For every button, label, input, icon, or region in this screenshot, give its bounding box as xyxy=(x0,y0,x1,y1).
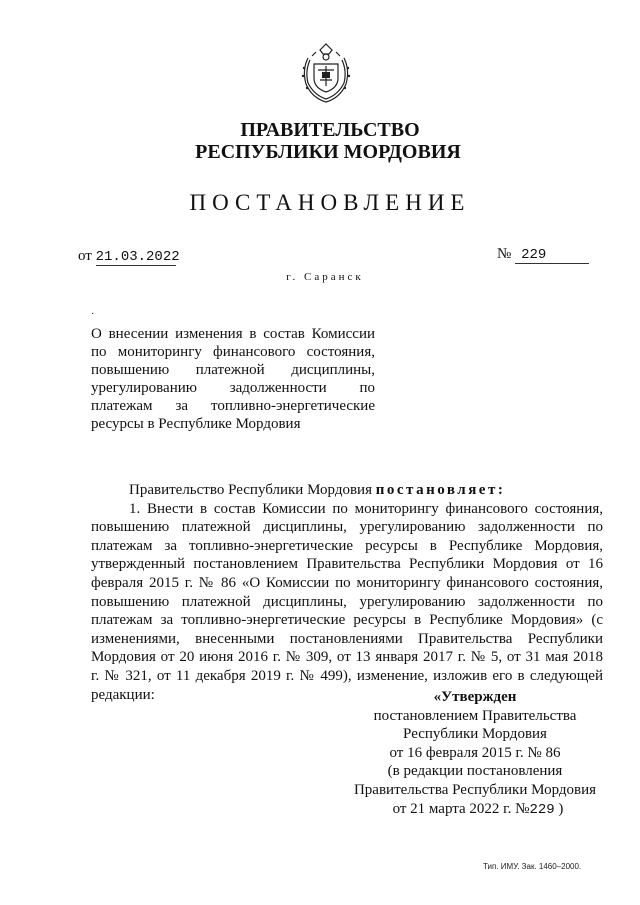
approval-date-prefix: от xyxy=(392,800,407,817)
approval-block xyxy=(340,688,610,819)
approval-suffix: ) xyxy=(558,800,564,817)
body-line: платежам за топливно-энергетические ресурсы в Республике Мордовия, xyxy=(91,537,603,554)
city-label: г. Саранск xyxy=(286,271,364,283)
body-line: повышению платежной дисциплины, урегулированию задолженности по xyxy=(91,519,603,536)
approval-line: постановлением Правительства xyxy=(373,707,577,724)
subject-line: О внесении изменения в состав Комиссии xyxy=(91,326,375,342)
subject-line: платежам за топливно-энергетические xyxy=(91,398,375,414)
approval-line: (в редакции постановления xyxy=(387,763,563,780)
approval-line: Республики Мордовия xyxy=(403,726,547,743)
body-line: февраля 2015 г. № 86 «О Комиссии по мониторингу финансового состояния, xyxy=(91,574,603,591)
print-info: Тип. ИМУ. Зак. 1460–2000. xyxy=(483,862,582,871)
date-value: 21.03.2022 xyxy=(95,249,180,265)
subject-line: по мониторингу финансового состояния, xyxy=(91,344,375,360)
approval-line: Правительства Республики Мордовия xyxy=(353,781,597,798)
document-type-title: ПОСТАНОВЛЕНИЕ xyxy=(189,190,471,215)
document-date xyxy=(78,248,180,266)
intro-subject: Правительство Республики Мордовия xyxy=(129,482,372,498)
approval-number: 229 xyxy=(529,801,555,818)
body-line: платежам за топливно-энергетические ресурсы в Республике Мордовия» (с xyxy=(91,612,603,629)
document-subject xyxy=(91,325,375,433)
document-body xyxy=(91,481,603,704)
body-line: редакции: xyxy=(91,686,155,703)
intro-verb: постановляет: xyxy=(375,482,506,498)
government-title-line1: ПРАВИТЕЛЬСТВО xyxy=(240,119,420,141)
body-line: 1. Внести в состав Комиссии по мониторингу финансового состояния, xyxy=(129,500,603,517)
body-line: Мордовия от 20 июня 2016 г. № 309, от 13 января 2017 г. № 5, от 31 мая 2018 xyxy=(91,649,603,666)
approval-title: «Утвержден xyxy=(433,689,517,705)
body-line: г. № 321, от 11 декабря 2019 г. № 499), изменение, изложив его в следующей xyxy=(91,667,603,684)
subject-line: ресурсы в Республике Мордовия xyxy=(91,416,301,432)
document-number xyxy=(497,246,589,264)
date-prefix: от xyxy=(78,248,92,264)
body-intro xyxy=(91,481,603,500)
approval-date: 21 марта 2022 г. № xyxy=(410,800,530,817)
subject-line: повышению платежной дисциплины, xyxy=(91,362,375,378)
stray-mark: · xyxy=(91,309,95,320)
body-line: изменениями, внесенными постановлениями Правительства Республики xyxy=(91,630,603,647)
number-prefix: № xyxy=(497,246,512,262)
body-line: утвержденный постановлением Правительства Республики Мордовия от 16 xyxy=(91,556,603,573)
approval-line: от 16 февраля 2015 г. № 86 xyxy=(389,744,561,761)
government-title-line2: РЕСПУБЛИКИ МОРДОВИЯ xyxy=(195,141,461,163)
number-value: 229 xyxy=(515,247,589,264)
coat-of-arms-icon xyxy=(298,40,354,106)
body-line: повышению платежной дисциплины, урегулированию задолженности по xyxy=(91,593,603,610)
approval-date-line xyxy=(340,800,610,820)
subject-line: урегулированию задолженности по xyxy=(91,380,375,396)
